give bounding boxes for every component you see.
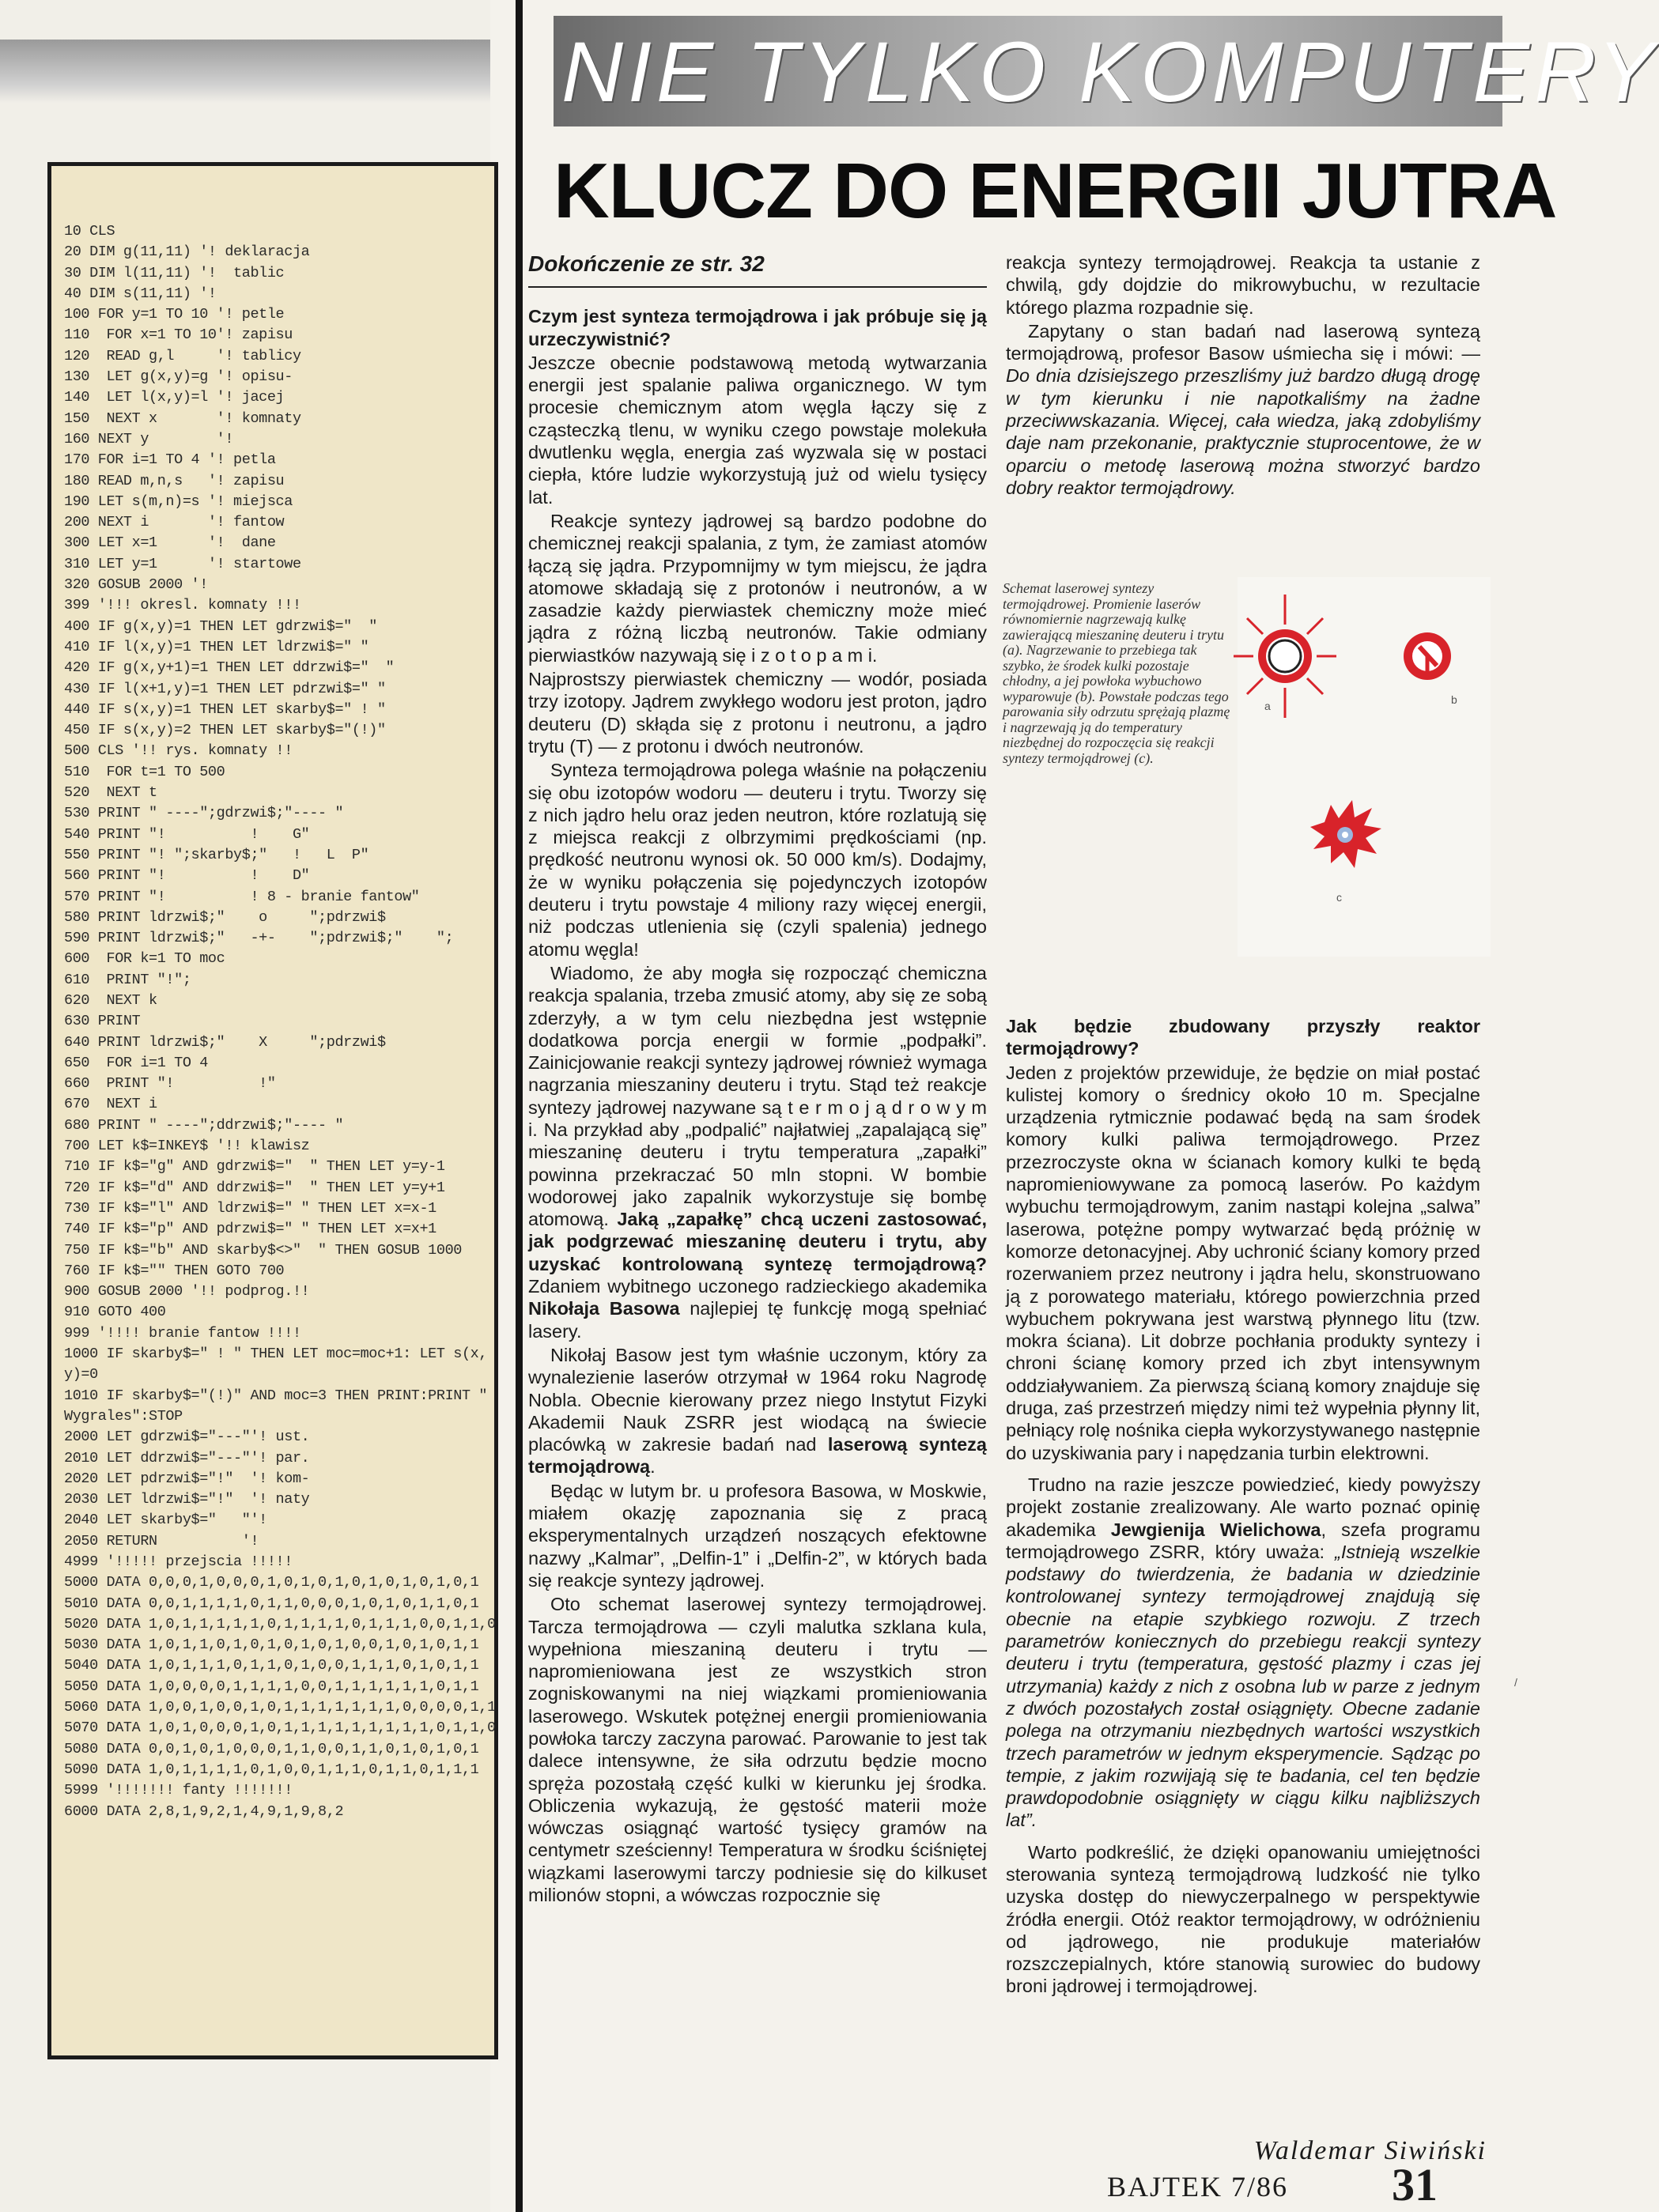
paragraph: Zapytany o stan badań nad laserową syntezą termojądrową, profesor Basow uśmiecha się i mówi: — Do dnia dzisiejszego przeszliśmy już bardzo długą drogę w tym kierunku i nie napotkaliśmy na żadne przeciwwskazania. Więcej, cała wiedza, jaką zdobyliśmy daje nam przekonanie, praktycznie stuprocentowe, że w oparciu o metodę laserową można stworzyć bardzo dobry reaktor termojądrowy.: [1006, 320, 1480, 498]
stage-a-pellet: [1234, 595, 1336, 718]
paragraph: Oto schemat laserowej syntezy termojądrowej. Tarcza termojądrowa — czyli malutka szklana kula, wypełniona mieszaniną deuteru i trytu — napromieniowana jest ze wszystkich stron zogniskowanymi na niej wiązkami promieniowania laserowego. Wskutek potężnej energii promieniowania powłoka tarczy zaczyna parować. Parowanie to jest tak dalece intensywne, że siła odrzutu będzie mocno spręża pozostałą część kulki w kierunku jej środka. Obliczenia wykazują, że gęstość materii może wówczas osiągnąć wartość tysięcy gramów na centymetr sześcienny! Temperatura w środku ściśniętej wiązkami laserowymi tarczy podniesie się do kilkuset milionów stopni, a wówczas rozpocznie się: [528, 1594, 987, 1906]
listing-line: 2030 LET ldrzwi$="!" '! naty: [64, 1491, 310, 1508]
magazine-issue: BAJTEK 7/86: [1107, 2171, 1288, 2203]
label-b: b: [1451, 693, 1457, 706]
listing-line: 1010 IF skarby$="(!)" AND moc=3 THEN PRINT:PRINT ": [64, 1387, 488, 1404]
listing-line: 2020 LET pdrzwi$="!" '! kom-: [64, 1470, 310, 1487]
page-number: 31: [1392, 2159, 1438, 2210]
listing-line: 999 '!!!! branie fantow !!!!: [64, 1324, 301, 1342]
listing-line: 570 PRINT "! ! 8 - branie fantow": [64, 888, 420, 905]
listing-line: 2010 LET ddrzwi$="---"'! par.: [64, 1449, 310, 1466]
listing-line: 5070 DATA 1,0,1,0,0,0,1,0,1,1,1,1,1,1,1,1,1,0,1,1,0: [64, 1719, 496, 1737]
basic-listing: [47, 162, 498, 2059]
listing-line: 180 READ m,n,s '! zapisu: [64, 472, 285, 489]
paragraph: Jeden z projektów przewiduje, że będzie on miał postać kulistej komory o średnicy około 10 m. Specjalne urządzenia rytmicznie podawać będą na sam środek komory kulki paliwa termojądrowego. Przez przezroczyste okna w ścianach komory kulki te będą napromieniowywane za pomocą laserów. Po każdym wybuchu termojądrowym, zanim nastąpi kolejna „salwa” laserowa, potężne pompy wytwarzać będą próżnię w komorze detonacyjnej. Aby uchronić ściany komory przed rozerwaniem przez neutrony i jądra helu, skonstruowano ją z porowatego materiału, którego powierzchnia przed wybuchem pokrywana jest warstwą płynnego litu (tzw. mokra ściana). Lit dobrze pochłania produkty syntezy i chroni ścianę komory przed ich zbyt intensywnym oddziaływaniem. Za pierwszą ścianą komory znajduje się druga, zaś przestrzeń między nimi też wypełnia płynny lit, pełniący rolę nośnika ciepła wykorzystywanego następnie do uzyskiwania pary i napędzania turbin elektrowni.: [1006, 1062, 1480, 1463]
listing-line: 560 PRINT "! ! D": [64, 867, 310, 885]
paragraph: Nikołaj Basow jest tym właśnie uczonym, który za wynalezienie laserów otrzymał w 1964 roku Nagrodę Nobla. Obecnie kierowany przez niego Instytut Fizyki Akademii Nauk ZSRR jest wiodącą na świecie placówką w zakresie badań nad laserową syntezą termojądrową.: [528, 1344, 988, 1478]
stage-b-pellet: [1404, 632, 1451, 680]
listing-line: 900 GOSUB 2000 '!! podprog.!!: [64, 1283, 310, 1300]
listing-line: 300 LET x=1 '! dane: [64, 534, 276, 552]
subheading-synthesis: Czym jest synteza termojądrowa i jak próbuje się ją urzeczywistnić?: [528, 306, 987, 349]
listing-line: 40 DIM s(11,11) '!: [64, 285, 217, 302]
listing-line: 750 IF k$="b" AND skarby$<>" " THEN GOSUB 1000: [64, 1241, 462, 1259]
listing-line: 430 IF l(x+1,y)=1 THEN LET pdrzwi$=" ": [64, 680, 386, 697]
listing-line: 2000 LET gdrzwi$="---"'! ust.: [64, 1429, 310, 1446]
top-shadow: [0, 40, 490, 103]
listing-line: 670 NEXT i: [64, 1096, 157, 1113]
listing-line: 6000 DATA 2,8,1,9,2,1,4,9,1,9,8,2: [64, 1802, 344, 1820]
section-banner-text: NIE TYLKO KOMPUTERY: [561, 24, 1659, 119]
author-signature: Waldemar Siwiński: [1253, 2136, 1487, 2165]
listing-line: 5040 DATA 1,0,1,1,1,0,1,1,0,1,0,0,1,1,1,0,1,0,1,1: [64, 1657, 479, 1674]
listing-line: 410 IF l(x,y)=1 THEN LET ldrzwi$=" ": [64, 638, 369, 655]
listing-line: 720 IF k$="d" AND ddrzwi$=" " THEN LET y=y+1: [64, 1179, 445, 1196]
listing-line: 5010 DATA 0,0,1,1,1,1,0,1,1,0,0,0,1,0,1,0,1,1,0,1: [64, 1595, 479, 1612]
listing-line: 5020 DATA 1,0,1,1,1,1,1,0,1,1,1,1,0,1,1,1,0,0,1,1,0: [64, 1615, 496, 1633]
listing-line: 5000 DATA 0,0,0,1,0,0,0,1,0,1,0,1,0,1,0,1,0,1,0,1: [64, 1574, 479, 1591]
listing-line: 200 NEXT i '! fantow: [64, 514, 285, 531]
paragraph: reakcja syntezy termojądrowej. Reakcja ta ustanie z chwilą, gdy dojdzie do mikrowybuchu, w rezultacie którego plazma rozpadnie się.: [1006, 252, 1480, 318]
listing-line: 400 IF g(x,y)=1 THEN LET gdrzwi$=" ": [64, 617, 377, 635]
listing-line: 130 LET g(x,y)=g '! opisu-: [64, 368, 293, 386]
listing-line: 450 IF s(x,y)=2 THEN LET skarby$="(!)": [64, 722, 386, 739]
listing-line: 320 GOSUB 2000 '!: [64, 576, 208, 594]
listing-line: 120 READ g,l '! tablicy: [64, 347, 301, 364]
listing-line: 440 IF s(x,y)=1 THEN LET skarby$=" ! ": [64, 700, 386, 718]
listing-line: 160 NEXT y '!: [64, 430, 234, 447]
subheading-reactor: Jak będzie zbudowany przyszły reaktor termojądrowy?: [1006, 1016, 1480, 1059]
listing-line: 310 LET y=1 '! startowe: [64, 555, 301, 572]
paragraph: Synteza termojądrowa polega właśnie na połączeniu się obu izotopów wodoru — deuteru i trytu. Tworzy się z nich jądro helu oraz jeden neutron, które rozlatują się z miejsca reakcji z olbrzymimi prędkościami (np. prędkość neutronu wynosi ok. 50 000 km/s). Dodajmy, że w wyniku połączenia się pojedynczych izotopów deuteru i trytu powstaje 4 miliony razy więcej energii, niż podczas utlenienia się (czyli spalenia) jednego atomu węgla!: [528, 760, 987, 960]
listing-line: 140 LET l(x,y)=l '! jacej: [64, 389, 285, 406]
right-column-bottom: [1006, 1002, 1480, 1999]
listing-line: 910 GOTO 400: [64, 1304, 166, 1321]
listing-line: 700 LET k$=INKEY$ '!! klawisz: [64, 1138, 310, 1155]
continuation-kicker: Dokończenie ze str. 32: [528, 253, 987, 288]
listing-line: y)=0: [64, 1366, 98, 1383]
listing-line: 510 FOR t=1 TO 500: [64, 763, 225, 780]
listing-line: 5080 DATA 0,0,1,0,1,0,0,0,1,1,0,0,1,1,0,1,0,1,0,1: [64, 1740, 479, 1757]
listing-line: 580 PRINT ldrzwi$;" o ";pdrzwi$: [64, 908, 386, 926]
paragraph: Jeszcze obecnie podstawową metodą wytwarzania energii jest spalanie paliwa organicznego. W tym procesie chemicznym atom węgla łączy się z cząsteczką tlenu, w wyniku czego powstaje molekuła dwutlenku węgla, energia zaś wyzwala się w postaci ciepła, które ludzie wykorzystują już od wielu tysięcy lat.: [528, 352, 987, 508]
label-a: a: [1264, 700, 1271, 712]
figure-caption: Schemat laserowej syntezy termojądrowej. Promienie laserów równomiernie nagrzewają kulkę zawierającą mieszaninę deuteru i trytu (a). Nagrzewanie to przebiega tak szybko, że środek kulki pozostaje chłodny, a jej powłoka wybuchowo wyparowuje (b). Powstałe podczas tego parowania siły odrzutu sprężają plazmę i nagrzewają ją do temperatury niezbędnej do rozpoczęcia się reakcji syntezy termojądrowej (c).: [1003, 580, 1230, 766]
paragraph: Będąc w lutym br. u profesora Basowa, w Moskwie, miałem okazję zapoznania się z pracą eksperymentalnych urządzeń noszących efektowne nazwy „Kalmar”, „Delfin-1” i „Delfin-2”, w których bada się reakcje syntezy jądrowej.: [528, 1480, 987, 1591]
listing-line: 650 FOR i=1 TO 4: [64, 1054, 208, 1071]
edge-mark: /: [1514, 1676, 1517, 1689]
listing-line: 420 IF g(x,y+1)=1 THEN LET ddrzwi$=" ": [64, 659, 395, 677]
listing-line: 2040 LET skarby$=" "'!: [64, 1512, 267, 1529]
listing-line: 4999 '!!!!! przejscia !!!!!: [64, 1553, 293, 1570]
listing-line: 660 PRINT "! !": [64, 1075, 276, 1093]
listing-line: 520 NEXT t: [64, 784, 157, 802]
listing-line: 630 PRINT: [64, 1013, 141, 1030]
paragraph: Warto podkreślić, że dzięki opanowaniu umiejętności sterowania syntezą termojądrową ludzkość nie tylko uzyska dostęp do niewyczerpalnego w perspektywie źródła energii. Otóż reaktor termojądrowy, w odróżnieniu od jądrowego, nie produkuje materiałów rozszczepialnych, które stanowią surowiec do budowy broni jądrowej i termojądrowej.: [1006, 1841, 1480, 1997]
laser-fusion-figure: [1238, 577, 1491, 957]
listing-line: 20 DIM g(11,11) '! deklaracja: [64, 243, 310, 261]
listing-line: 5030 DATA 1,0,1,1,0,1,0,1,0,1,0,1,0,0,1,0,1,0,1,1: [64, 1636, 479, 1654]
paragraph: Najprostszy pierwiastek chemiczny — wodór, posiada trzy izotopy. Jądrem zwykłego wodoru jest proton, jądro deuteru (D) skłąda się z protonu i neutronu, a jądro trytu (T) — z protonu i dwóch neutronów.: [528, 669, 987, 757]
listing-line: 5090 DATA 1,0,1,1,1,1,0,1,0,0,1,1,1,0,1,1,0,1,1,1: [64, 1761, 479, 1778]
listing-line: 500 CLS '!! rys. komnaty !!: [64, 742, 293, 760]
listing-line: 550 PRINT "! ";skarby$;" ! L P": [64, 846, 369, 863]
listing-line: 640 PRINT ldrzwi$;" X ";pdrzwi$: [64, 1033, 386, 1051]
listing-line: 5060 DATA 1,0,0,1,0,0,1,0,1,1,1,1,1,1,1,0,0,0,0,1,1: [64, 1699, 496, 1716]
listing-line: 530 PRINT " ----";gdrzwi$;"---- ": [64, 805, 344, 822]
listing-line: 5050 DATA 1,0,0,0,0,1,1,1,1,0,0,1,1,1,1,1,1,0,1,1: [64, 1678, 479, 1695]
article-title: KLUCZ DO ENERGII JUTRA: [554, 147, 1557, 234]
listing-line: 10 CLS: [64, 223, 115, 240]
listing-line: 680 PRINT " ----";ddrzwi$;"---- ": [64, 1116, 344, 1134]
listing-line: 1000 IF skarby$=" ! " THEN LET moc=moc+1: LET s(x,: [64, 1346, 488, 1363]
listing-line: 590 PRINT ldrzwi$;" -+- ";pdrzwi$;" ";: [64, 930, 454, 947]
column-divider: [516, 0, 523, 2212]
listing-line: 30 DIM l(11,11) '! tablic: [64, 264, 285, 281]
paragraph: Reakcje syntezy jądrowej są bardzo podobne do chemicznej reakcji spalania, z tym, że zamiast atomów łączą się jądra. Przypomnijmy w tym miejscu, że jądra atomowe składają się z protonów i neutronów, a w zasadzie każdy pierwiastek chemiczny może mieć jądra z różną liczbą neutronów. Takie odmiany pierwiastków nazywają się i z o t o p a m i.: [528, 510, 987, 666]
stage-c-explosion: [1310, 800, 1381, 868]
right-column-top: [1006, 251, 1480, 500]
section-banner: [554, 16, 1659, 126]
paragraph: Wiadomo, że aby mogła się rozpocząć chemiczna reakcja spalania, trzeba zmusić atomy, aby się ze sobą zderzyły, a w tym celu niezbędna jest wstępnie dodatkowa porcja energii w formie „podpałki”. Zainicjowanie reakcji syntezy jądrowej również wymaga nagrzania mieszaniny deuteru i trytu. Stąd też reakcje syntezy jądrowej nazywane są t e r m o j ą d r o w y m i. Na przykład aby „podpalić” najłatwiej „zapalającą się” mieszaninę deuteru i trytu temperatura „zapałki” powinna przekraczać 50 mln stopni. W bombie wodorowej jako zapalnik wykorzystuje się bombę atomową. Jaką „zapałkę” chcą uczeni zastosować, jak podgrzewać mieszaninę deuteru i trytu, aby uzyskać kontrolowaną syntezę termojądrową? Zdaniem wybitnego uczonego radzieckiego akademika Nikołaja Basowa najlepiej tę funkcję mogą spełniać lasery.: [528, 962, 988, 1342]
middle-column: [528, 253, 987, 1908]
listing-line: 600 FOR k=1 TO moc: [64, 950, 225, 968]
listing-line: 760 IF k$="" THEN GOTO 700: [64, 1262, 285, 1279]
listing-line: 740 IF k$="p" AND pdrzwi$=" " THEN LET x=x+1: [64, 1221, 436, 1238]
listing-line: 150 NEXT x '! komnaty: [64, 410, 301, 427]
listing-line: 100 FOR y=1 TO 10 '! petle: [64, 306, 285, 323]
listing-line: Wygrales":STOP: [64, 1407, 183, 1425]
listing-line: 620 NEXT k: [64, 991, 157, 1009]
listing-line: 5999 '!!!!!!! fanty !!!!!!!: [64, 1782, 293, 1799]
listing-line: 610 PRINT "!";: [64, 971, 191, 988]
listing-line: 170 FOR i=1 TO 4 '! petla: [64, 451, 276, 469]
label-c: c: [1336, 891, 1342, 904]
paragraph: Trudno na razie jeszcze powiedzieć, kiedy powyższy projekt zostanie zrealizowany. Ale warto poznać opinię akademika Jewgienija Wielichowa, szefa programu termojądrowego ZSRR, który uważa: „Istnieją wszelkie podstawy do twierdzenia, że badania w dziedzinie kontrolowanej syntezy termojądrowej znajdują się obecnie na etapie szybkiego rozwoju. Z trzech parametrów koniecznych do przebiegu reakcji syntezy deuteru i trytu (temperatura, gęstość plazmy i czas jej utrzymania) każdy z nich z osobna lub w parze z jednym z dwóch pozostałych został osiągnięty. Obecne zadanie polega na otrzymaniu niezbędnych wartości wszystkich trzech parametrów w jednym eksperymencie. Sądząc po tempie, z jakim rozwijają się te badania, cel ten będzie prawdopodobnie osiągnięty w ciągu kilku najbliższych lat”.: [1006, 1474, 1480, 1831]
listing-line: 190 LET s(m,n)=s '! miejsca: [64, 493, 293, 510]
listing-line: 2050 RETURN '!: [64, 1532, 259, 1550]
listing-line: 540 PRINT "! ! G": [64, 825, 310, 843]
listing-line: 399 '!!! okresl. komnaty !!!: [64, 597, 301, 614]
listing-line: 730 IF k$="l" AND ldrzwi$=" " THEN LET x=x-1: [64, 1199, 436, 1217]
listing-line: 710 IF k$="g" AND gdrzwi$=" " THEN LET y=y-1: [64, 1158, 445, 1176]
listing-line: 110 FOR x=1 TO 10'! zapisu: [64, 327, 293, 344]
